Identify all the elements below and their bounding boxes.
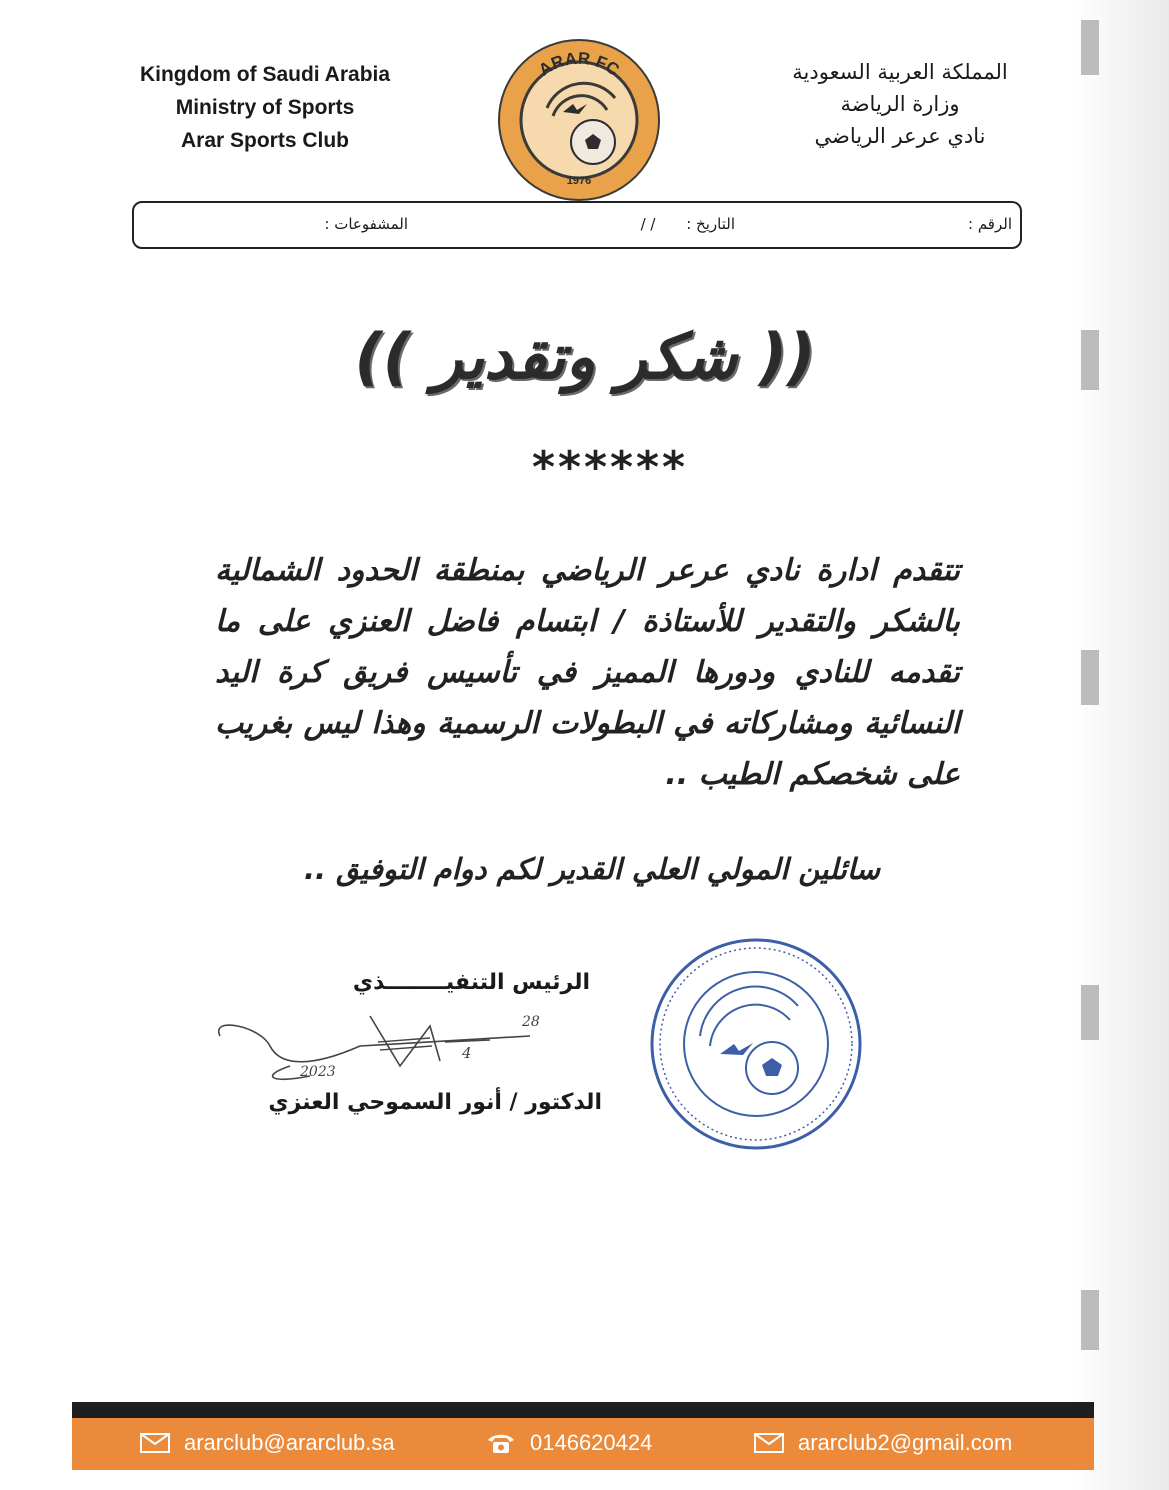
header-en-line: Ministry of Sports (175, 96, 355, 119)
email-primary-text[interactable]: ararclub@ararclub.sa (184, 1430, 395, 1455)
date-field (641, 215, 735, 233)
number-label: الرقم : (968, 215, 1012, 233)
footer-line (72, 1402, 1094, 1418)
footer-email-primary[interactable] (140, 1430, 395, 1456)
attachments-label: المشفوعات : (324, 215, 408, 233)
letter-closing: سائلين المولي العلي القدير لكم دوام التوفيق .. (303, 852, 880, 886)
header-english (90, 58, 440, 157)
email-secondary-text[interactable]: ararclub2@gmail.com (798, 1430, 1013, 1455)
header-en-line: Arar Sports Club (180, 129, 350, 152)
envelope-icon (140, 1433, 170, 1453)
footer-phone[interactable] (486, 1430, 652, 1456)
header-ar-line: وزارة الرياضة (840, 92, 960, 116)
reference-bar (132, 201, 1022, 249)
date-label: التاريخ : (686, 215, 735, 233)
logo-year: 1976 (566, 175, 592, 187)
signature-month: 4 (462, 1044, 472, 1062)
logo-top-text: ARAR FC (535, 48, 623, 80)
signature-day: 28 (522, 1014, 540, 1030)
club-seal-stamp (648, 936, 864, 1152)
signature-year: 2023 (300, 1064, 336, 1080)
handwritten-signature (200, 1006, 590, 1086)
letter-title: (( شكر وتقدير )) (354, 320, 816, 393)
phone-number[interactable]: 0146620424 (530, 1430, 653, 1455)
club-logo (497, 38, 661, 202)
telephone-icon (486, 1432, 516, 1454)
date-value: / / (640, 215, 656, 233)
footer-contact-bar (72, 1418, 1094, 1470)
footer-email-secondary[interactable] (754, 1430, 1012, 1456)
signer-role: الرئيس التنفيــــــــذي (352, 970, 590, 995)
letter-body: تتقدم ادارة نادي عرعر الرياضي بمنطقة الحدود الشمالية بالشكر والتقدير للأستاذة / ابتسام فاضل العنزي على ما تقدمه للنادي ودورها المميز في تأسيس فريق كرة اليد النسائية ومشاركاته في البطولات الرسمية وهذا ليس بغريب على شخصكم الطيب .. (215, 553, 960, 792)
header-ar-line: المملكة العربية السعودية (792, 60, 1008, 84)
header-arabic (755, 56, 1045, 152)
header-ar-line: نادي عرعر الرياضي (814, 124, 986, 148)
header-en-line: Kingdom of Saudi Arabia (139, 63, 391, 86)
title-stars: ****** (531, 442, 689, 493)
seal-falcon-icon (720, 1043, 753, 1055)
signer-name: الدكتور / أنور السموحي العنزي (268, 1090, 602, 1115)
envelope-icon (754, 1433, 784, 1453)
